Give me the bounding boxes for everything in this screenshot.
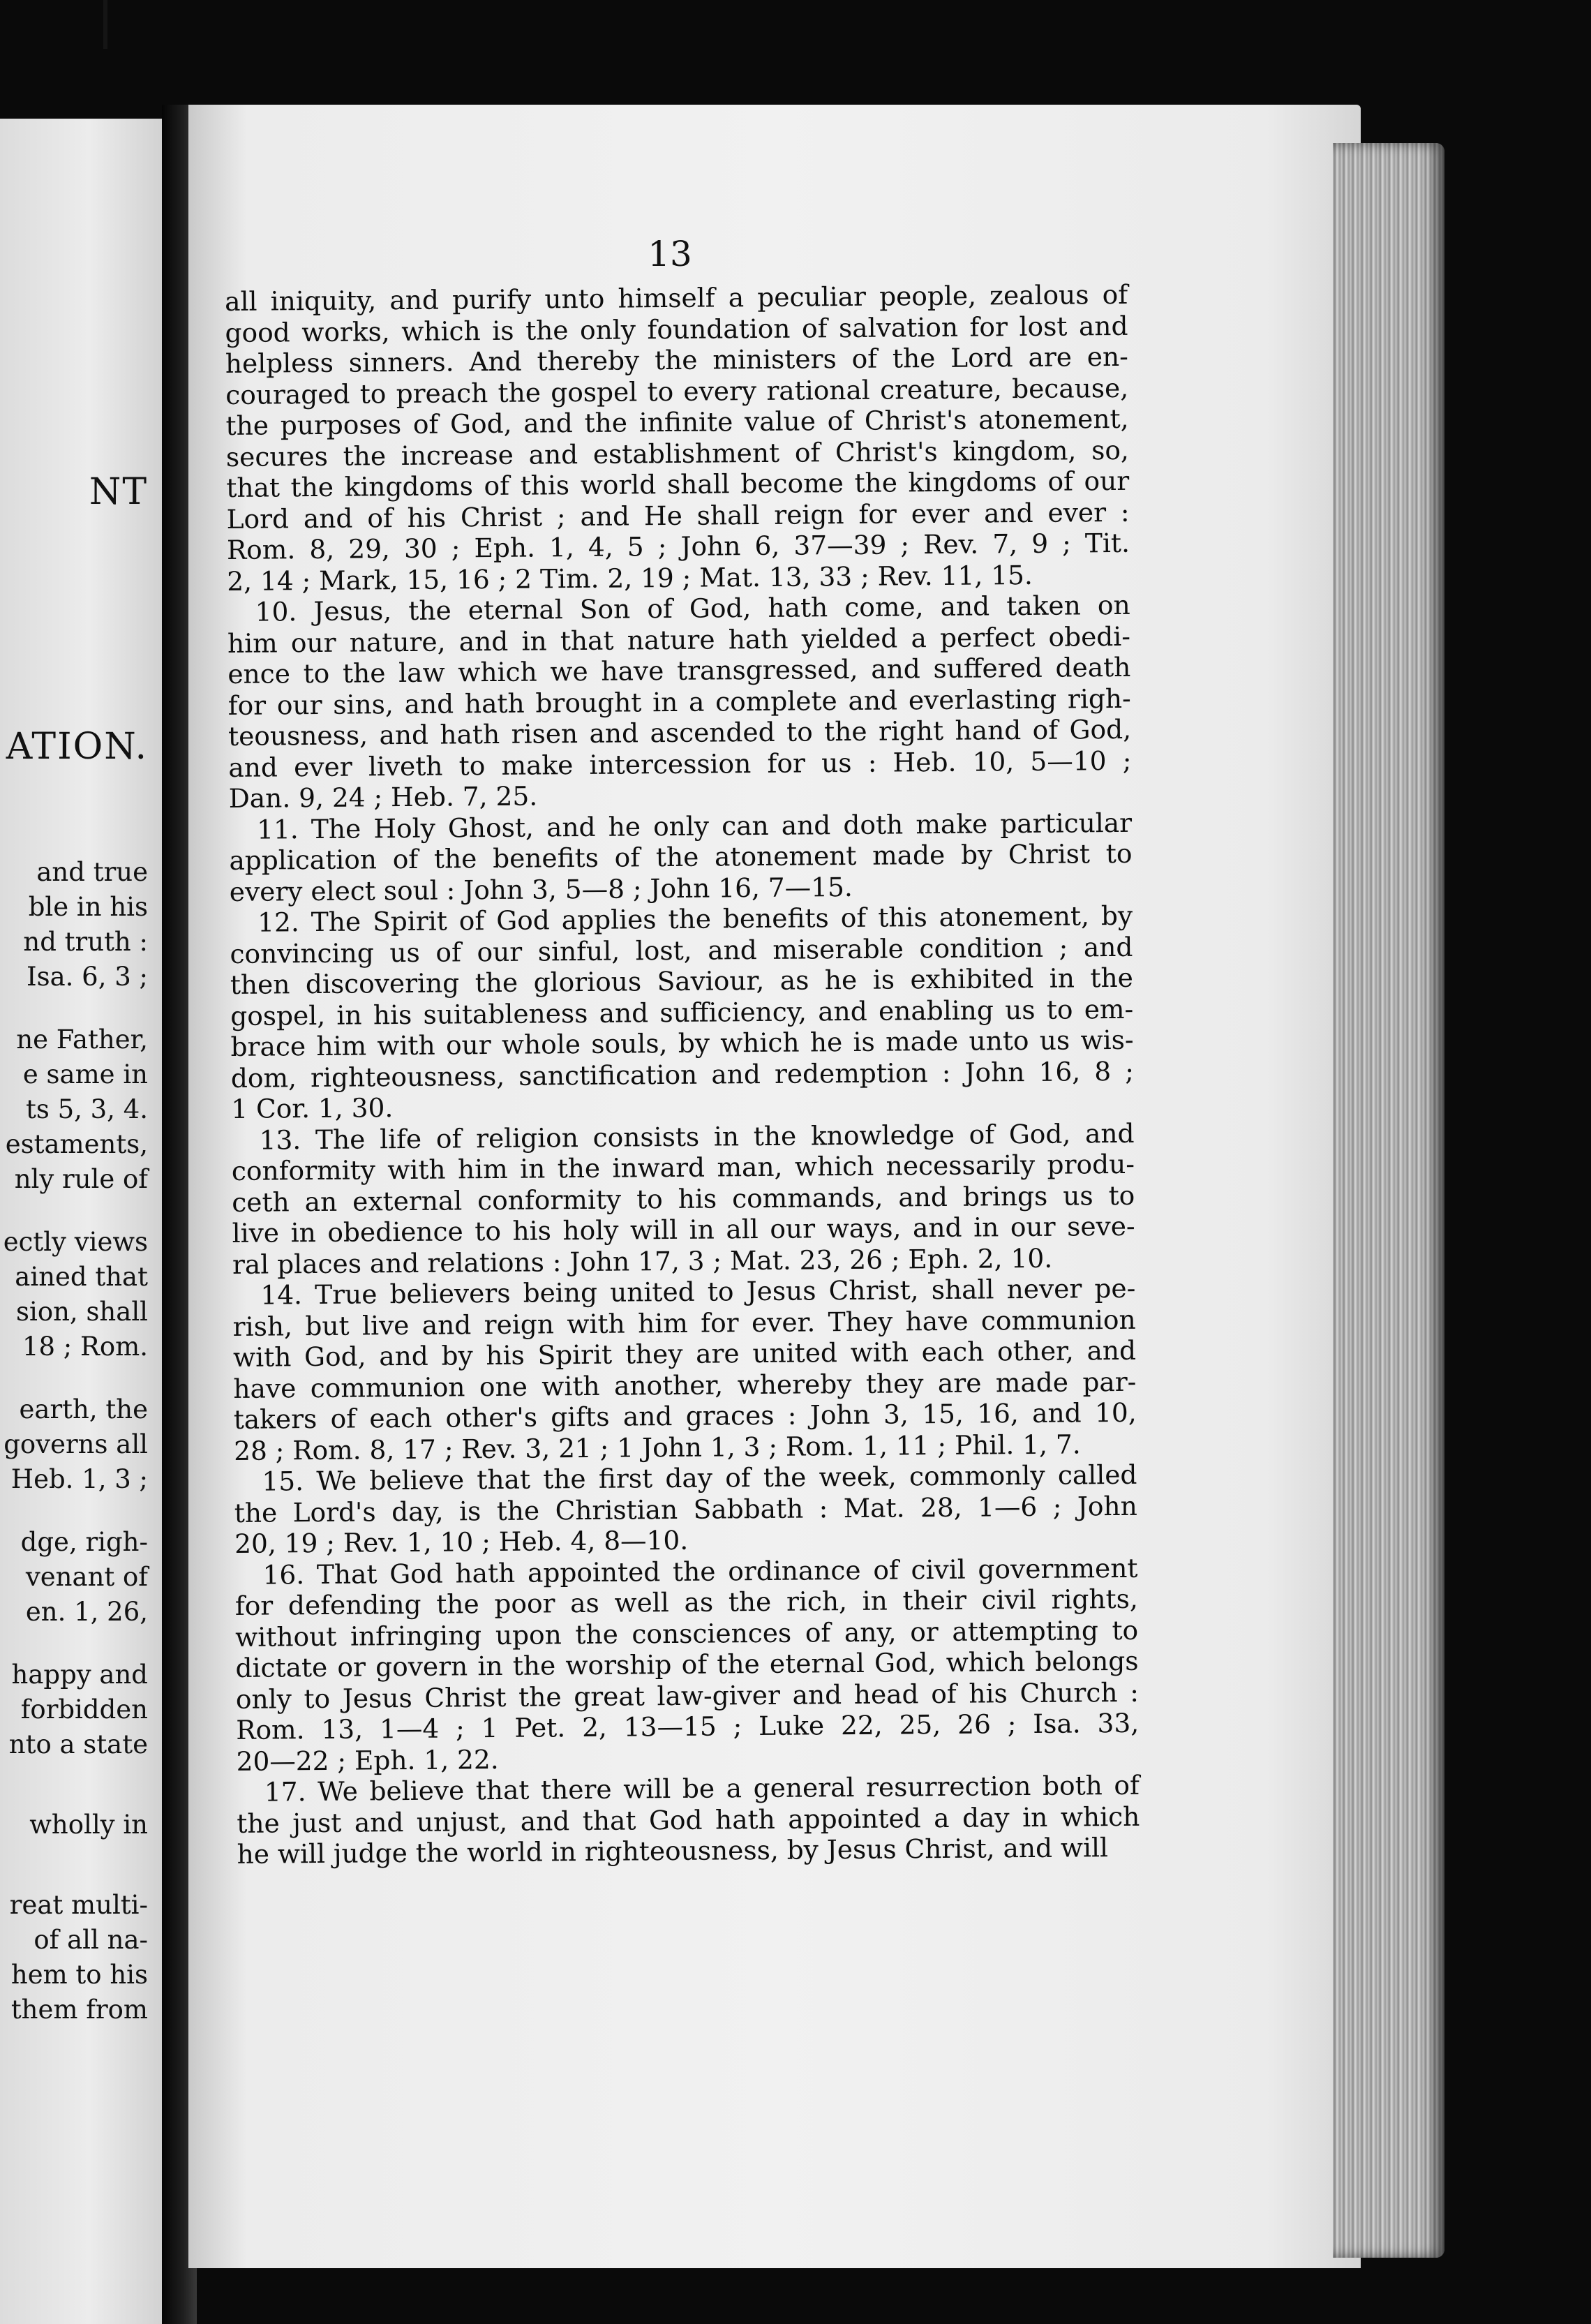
text-line: good works, which is the only foundation of salvation for lost and: [225, 310, 1128, 348]
text-line: 12. The Spirit of God applies the benefits of this atonement, by: [257, 900, 1133, 938]
left-text-line: Isa. 6, 3 ;: [26, 962, 148, 992]
left-text-line: and true: [36, 857, 148, 887]
text-line: secures the increase and establishment of Christ's kingdom, so,: [225, 434, 1130, 472]
text-line: teousness, and hath risen and ascended to the right hand of God,: [227, 713, 1132, 752]
text-line: 1 Cor. 1, 30.: [231, 1092, 394, 1124]
left-text-line: reat multi-: [9, 1890, 148, 1920]
text-line: the Lord's day, is the Christian Sabbath : Mat. 28, 1—6 ; John: [234, 1490, 1137, 1528]
text-line: 2, 14 ; Mark, 15, 16 ; 2 Tim. 2, 19 ; Mat. 13, 33 ; Rev. 11, 15.: [227, 559, 1033, 597]
text-line: he will judge the world in righteousness, by Jesus Christ, and will: [237, 1832, 1109, 1870]
left-heading-fragment: NT: [89, 471, 148, 513]
left-text-line: them from: [10, 1995, 148, 2025]
text-line: conformity with him in the inward man, which necessarily produ-: [231, 1148, 1135, 1186]
page-body-text: [225, 279, 1140, 1870]
left-text-line: dge, righ-: [20, 1527, 148, 1557]
left-text-line: 18 ; Rom.: [22, 1332, 148, 1362]
text-line: 13. The life of religion consists in the knowledge of God, and: [259, 1117, 1135, 1156]
left-text-line: governs all: [3, 1429, 148, 1459]
text-line: have communion one with another, whereby they are made par-: [233, 1366, 1137, 1404]
text-line: 20—22 ; Eph. 1, 22.: [236, 1743, 499, 1777]
text-line: 10. Jesus, the eternal Son of God, hath come, and taken on: [255, 589, 1130, 627]
text-line: 28 ; Rom. 8, 17 ; Rev. 3, 21 ; 1 John 1, 3 ; Rom. 1, 11 ; Phil. 1, 7.: [233, 1428, 1081, 1466]
left-text-line: earth, the: [19, 1394, 148, 1424]
left-text-line: ts 5, 3, 4.: [25, 1094, 148, 1124]
left-text-line: Heb. 1, 3 ;: [10, 1464, 148, 1494]
text-line: the just and unjust, and that God hath appointed a day in which: [237, 1801, 1140, 1839]
text-line: Dan. 9, 24 ; Heb. 7, 25.: [228, 780, 538, 814]
text-line: couraged to preach the gospel to every rational creature, because,: [225, 372, 1129, 410]
left-text-line: sion, shall: [16, 1297, 148, 1327]
text-line: helpless sinners. And thereby the ministers of the Lord are en-: [225, 341, 1129, 379]
left-text-line: hem to his: [10, 1960, 148, 1990]
text-line: 11. The Holy Ghost, and he only can and doth make particular: [256, 807, 1133, 845]
text-line: 20, 19 ; Rev. 1, 10 ; Heb. 4, 8—10.: [234, 1524, 689, 1559]
left-heading-fragment: ATION.: [6, 726, 148, 768]
text-line: that the kingdoms of this world shall become the kingdoms of our: [226, 465, 1130, 503]
left-text-line: happy and: [11, 1660, 148, 1690]
text-line: ence to the law which we have transgressed, and suffered death: [227, 651, 1131, 690]
text-line: Lord and of his Christ ; and He shall reign for ever and ever :: [226, 496, 1130, 535]
left-text-line: nly rule of: [14, 1164, 148, 1194]
left-text-line: venant of: [25, 1562, 148, 1592]
text-line: brace him with our whole souls, by which he is made unto us wis-: [230, 1024, 1134, 1062]
left-text-line: ained that: [15, 1262, 148, 1292]
left-page: [0, 119, 162, 2324]
text-line: for defending the poor as well as the rich, in their civil rights,: [234, 1583, 1138, 1621]
page-edges: [1333, 143, 1444, 2258]
left-text-line: ectly views: [3, 1227, 148, 1257]
text-line: only to Jesus Christ the great law-giver and head of his Church :: [235, 1676, 1140, 1715]
text-line: 14. True believers being united to Jesus Christ, shall never pe-: [260, 1272, 1136, 1311]
left-text-line: en. 1, 26,: [25, 1597, 148, 1627]
text-line: then discovering the glorious Saviour, as he is exhibited in the: [230, 962, 1133, 1000]
left-text-line: of all na-: [33, 1925, 148, 1955]
text-line: Rom. 8, 29, 30 ; Eph. 1, 4, 5 ; John 6, 37—39 ; Rev. 7, 9 ; Tit.: [226, 527, 1130, 565]
text-line: 15. We believe that the first day of the week, commonly called: [262, 1459, 1137, 1497]
text-line: him our nature, and in that nature hath yielded a perfect obedi-: [227, 620, 1131, 659]
left-text-line: estaments,: [5, 1129, 148, 1159]
left-text-line: wholly in: [29, 1810, 148, 1840]
left-text-line: e same in: [22, 1059, 148, 1089]
text-line: Rom. 13, 1—4 ; 1 Pet. 2, 13—15 ; Luke 22, 25, 26 ; Isa. 33,: [236, 1707, 1140, 1745]
text-line: rish, but live and reign with him for ever. They have communion: [232, 1304, 1136, 1342]
text-line: dom, righteousness, sanctification and redemption : John 16, 8 ;: [230, 1055, 1135, 1094]
text-line: live in obedience to his holy will in all our ways, and in our seve-: [232, 1210, 1135, 1249]
text-line: the purposes of God, and the infinite value of Christ's atonement,: [225, 403, 1129, 441]
text-line: for our sins, and hath brought in a complete and everlasting righ-: [227, 683, 1131, 721]
left-text-line: ble in his: [28, 892, 148, 922]
text-line: with God, and by his Spirit they are united with each other, and: [232, 1334, 1137, 1373]
text-line: without infringing upon the consciences of any, or attempting to: [235, 1614, 1139, 1653]
text-line: ral places and relations : John 17, 3 ; Mat. 23, 26 ; Eph. 2, 10.: [232, 1242, 1053, 1280]
text-line: gospel, in his suitableness and sufficiency, and enabling us to em-: [230, 993, 1134, 1031]
left-text-line: ne Father,: [16, 1025, 148, 1055]
text-line: 16. That God hath appointed the ordinance of civil government: [262, 1552, 1138, 1591]
text-line: application of the benefits of the atonement made by Christ to: [229, 837, 1133, 876]
text-line: dictate or govern in the worship of the eternal God, which belongs: [235, 1645, 1139, 1683]
text-line: and ever liveth to make intercession for us : Heb. 10, 5—10 ;: [228, 745, 1132, 783]
left-text-line: nd truth :: [23, 927, 148, 957]
text-line: convincing us of our sinful, lost, and miserable condition ; and: [230, 931, 1133, 969]
text-line: every elect soul : John 3, 5—8 ; John 16, 7—15.: [229, 871, 853, 907]
scan-mark: [103, 0, 107, 49]
text-line: ceth an external conformity to his commands, and brings us to: [232, 1179, 1135, 1218]
page-number: 13: [648, 234, 692, 274]
text-line: 17. We believe that there will be a general resurrection both of: [264, 1769, 1140, 1808]
left-text-line: nto a state: [8, 1729, 148, 1759]
text-line: all iniquity, and purify unto himself a peculiar people, zealous of: [225, 278, 1128, 317]
left-text-line: forbidden: [20, 1694, 148, 1725]
text-line: takers of each other's gifts and graces : John 3, 15, 16, and 10,: [233, 1396, 1137, 1435]
